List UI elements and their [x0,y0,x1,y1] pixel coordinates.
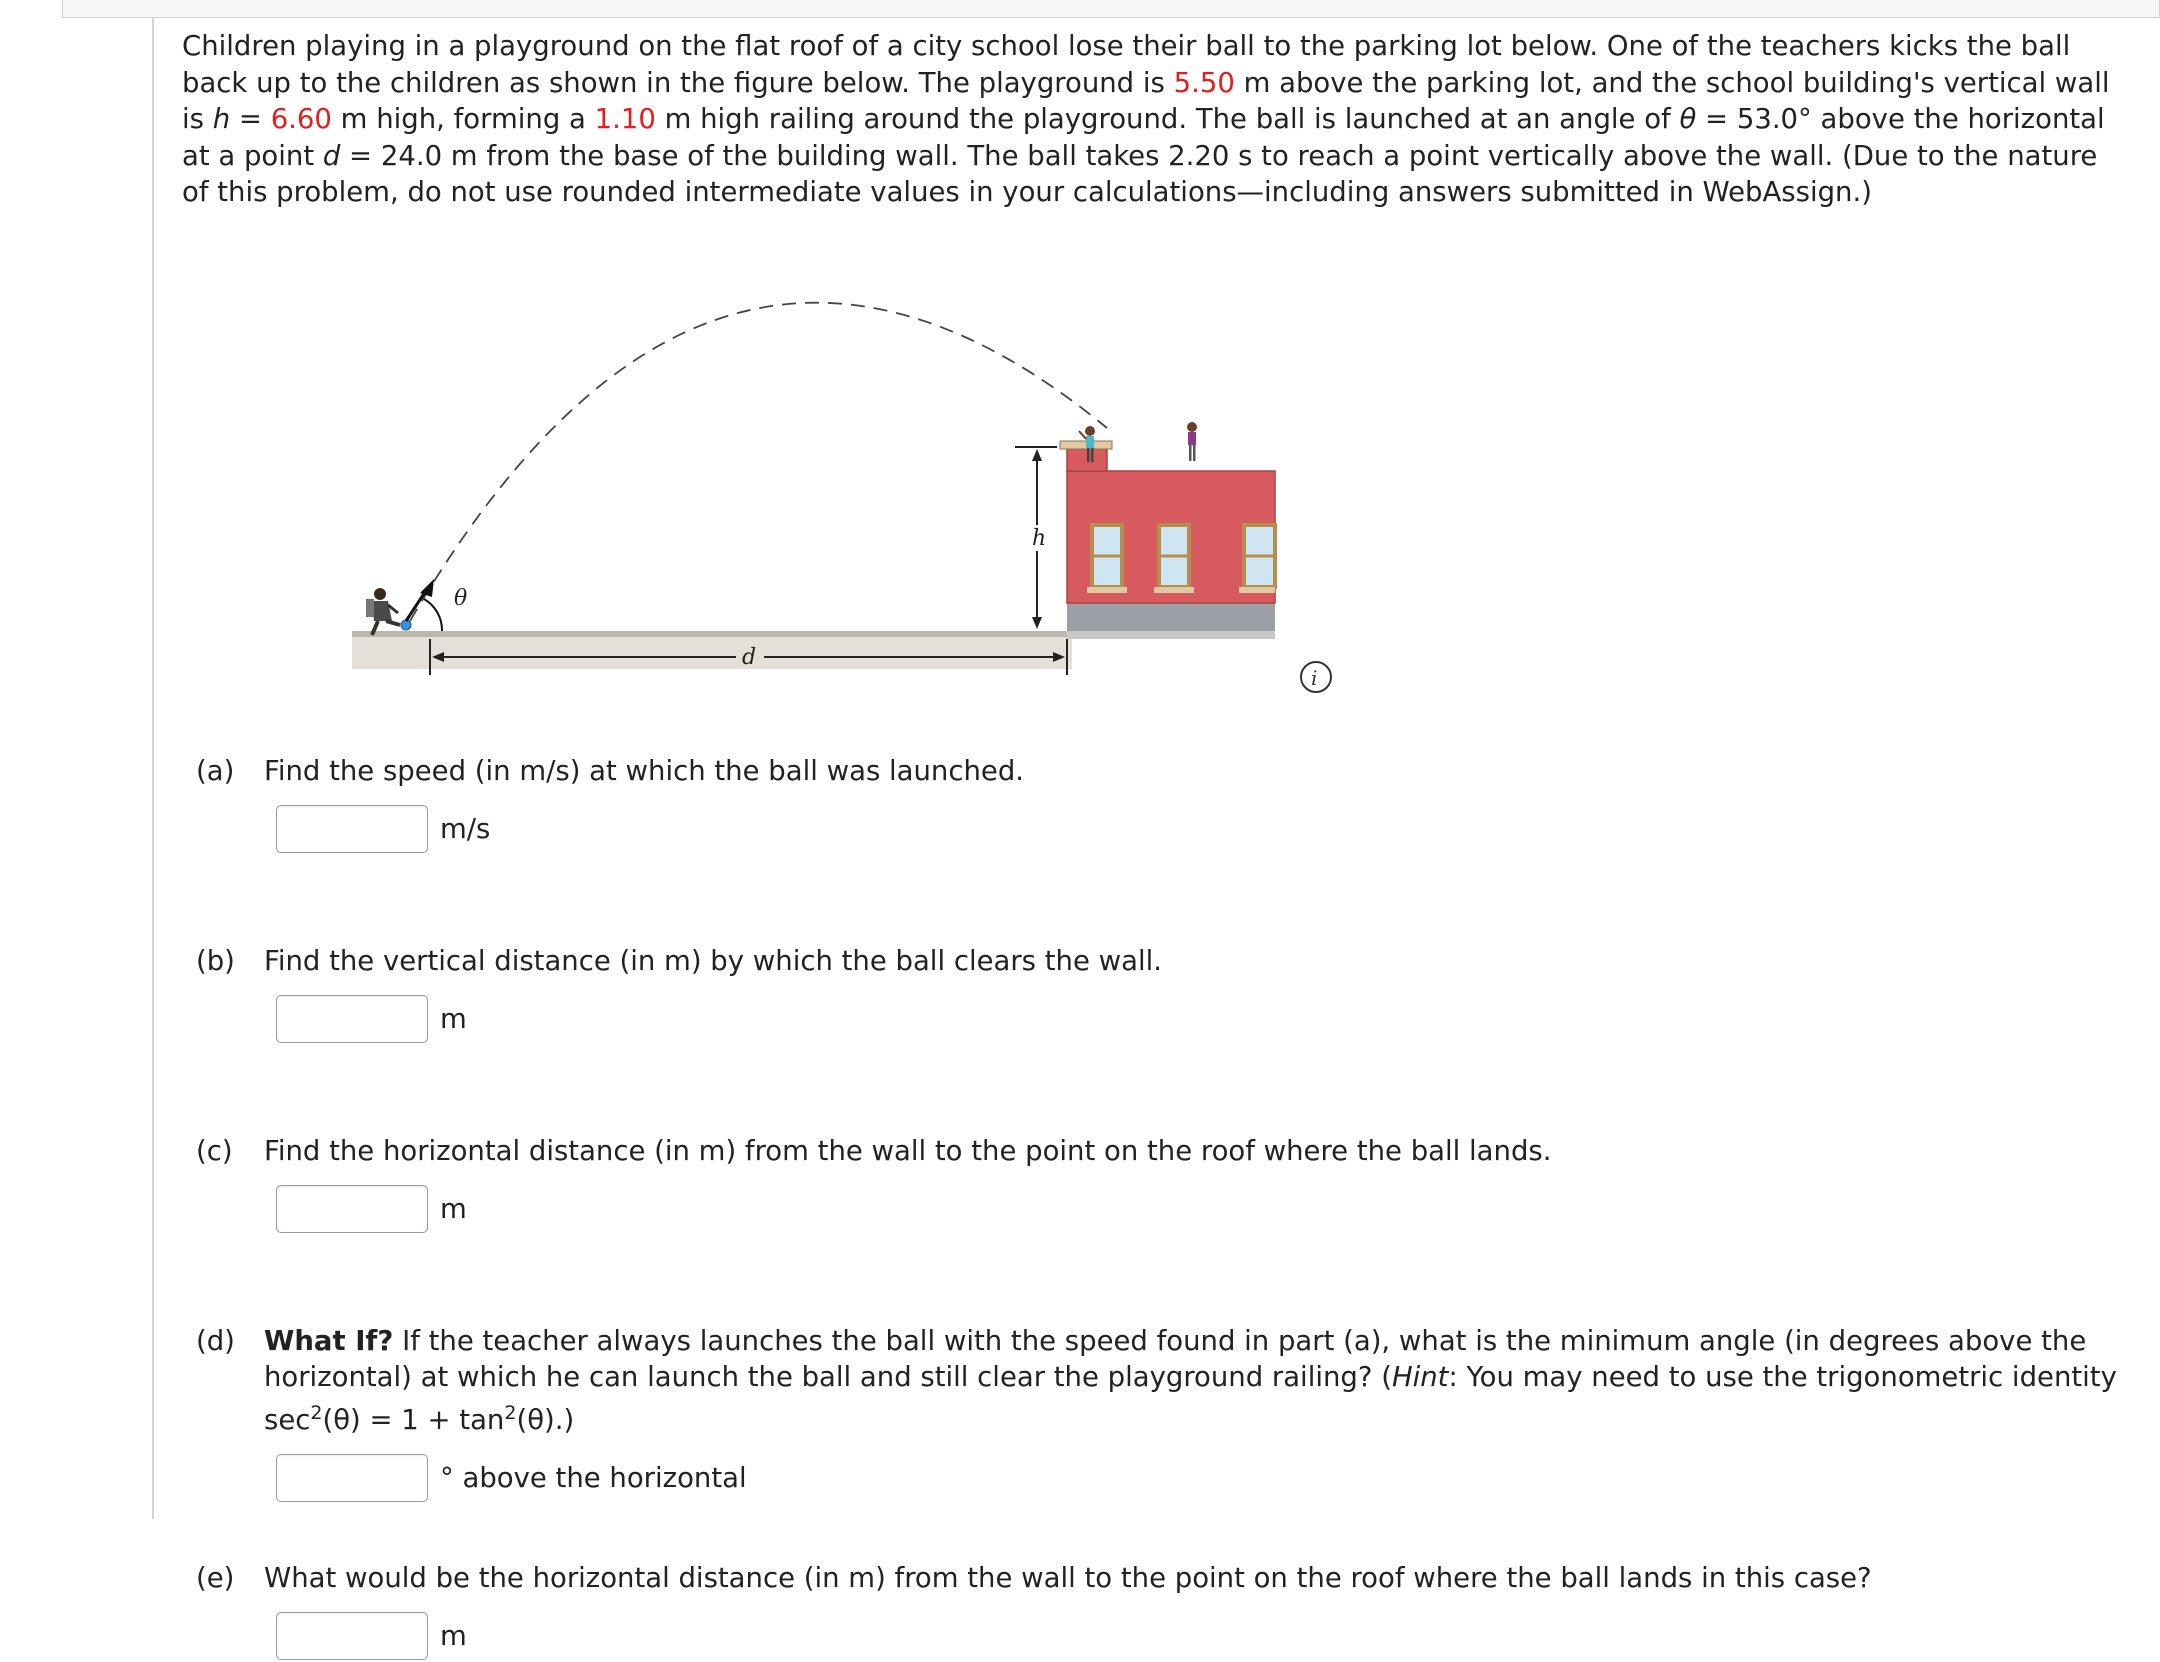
intro-text: = 24.0 m from the base of the building wall. The ball takes 2.20 s to reach a point vertically above the wall. (Due to the nature of this problem, do not use rounded intermediate values in your calculations—including answers submitted in WebAssign.) [182,139,2098,208]
part-e [196,1560,2122,1662]
parking-lot-ground [352,637,1072,669]
wall-height-value: 6.60 [270,103,332,135]
part-a-answer-row [276,803,2122,855]
part-e-answer-row [276,1610,2122,1662]
problem-figure [282,263,1502,723]
part-d-text: If the teacher always launches the ball with the speed found in part (a), what is the minimum angle (in degrees above the horizontal) at which he can launch the ball and still clear the playground railing? ( [264,1324,2087,1393]
info-icon-glyph: i [1311,665,1318,690]
window [1087,525,1127,593]
playground-height-value: 5.50 [1173,66,1235,99]
intro-text: = [230,103,271,135]
part-a-unit: m/s [440,812,491,845]
part-c [196,1133,2122,1235]
part-e-label: (e) [196,1561,235,1594]
part-c-question: Find the horizontal distance (in m) from the wall to the point on the roof where the ball lands. [264,1134,1552,1167]
intro-text: m high railing around the playground. The ball is launched at an angle of [655,103,1680,135]
part-a-question: Find the speed (in m/s) at which the ball was launched. [264,754,1025,787]
part-c-unit: m [440,1192,467,1225]
part-d-label: (d) [196,1324,235,1357]
building-foundation-edge [1067,631,1275,639]
railing-height-value: 1.10 [594,103,656,135]
parking-lot-surface [352,631,1072,637]
h-arrow-down [1032,617,1042,629]
ball-trajectory [410,302,1107,620]
hint-label: Hint [1391,1360,1449,1393]
part-e-answer-input[interactable] [276,1612,428,1660]
left-border [152,18,154,1519]
h-label: h [1032,525,1047,551]
part-d-answer-row [276,1452,2122,1504]
superscript: 2 [504,1401,517,1424]
info-icon[interactable] [1301,662,1331,692]
superscript: 2 [310,1401,323,1424]
window [1239,525,1275,593]
part-d [196,1323,2122,1504]
d-variable: d [322,139,341,172]
problem-statement [182,28,2122,211]
part-b [196,943,2122,1045]
part-a-answer-input[interactable] [276,805,428,853]
h-variable: h [212,103,231,135]
intro-text: = 53.0° above the horizontal at a point [182,103,2105,172]
what-if-heading: What If? [264,1324,394,1357]
part-a-label: (a) [196,754,235,787]
part-d-question [264,1323,2122,1438]
part-a [196,753,2122,855]
part-b-label: (b) [196,944,235,977]
theta-label: θ [454,585,468,611]
part-b-unit: m [440,1002,467,1035]
part-d-text: (θ) = 1 + tan [322,1403,505,1436]
part-d-answer-input[interactable] [276,1454,428,1502]
ball [401,620,411,630]
intro-text: Children playing in a playground on the flat roof of a city school lose their ball to the parking lot below. One of the teachers kicks the ball back up to the children as shown in the figure below. The playground is [182,30,2071,99]
child-figure [1187,422,1197,461]
part-c-answer-row [276,1183,2122,1235]
part-b-answer-input[interactable] [276,995,428,1043]
h-arrow-up [1032,449,1042,461]
question-content [182,28,2122,1662]
window [1154,525,1194,593]
part-c-label: (c) [196,1134,233,1167]
angle-arc [424,599,442,631]
teacher-figure [366,588,400,635]
part-d-text: (θ).) [516,1403,575,1436]
part-e-unit: m [440,1619,467,1652]
part-b-question: Find the vertical distance (in m) by which the ball clears the wall. [264,944,1162,977]
part-b-answer-row [276,993,2122,1045]
intro-text: m high, forming a [331,103,595,135]
projectile-diagram [282,263,1502,723]
top-panel-edge [62,0,2160,18]
part-e-question: What would be the horizontal distance (in m) from the wall to the point on the roof where the ball lands in this case? [264,1561,1872,1594]
theta-variable: θ [1679,103,1697,135]
part-d-unit: ° above the horizontal [440,1461,747,1494]
d-label: d [742,644,757,670]
part-c-answer-input[interactable] [276,1185,428,1233]
part-d-text: : You may need to use the trigonometric identity sec [264,1360,2117,1436]
intro-text: m above the parking lot, and the school building's vertical wall is [182,66,2110,135]
building-foundation [1067,603,1275,631]
